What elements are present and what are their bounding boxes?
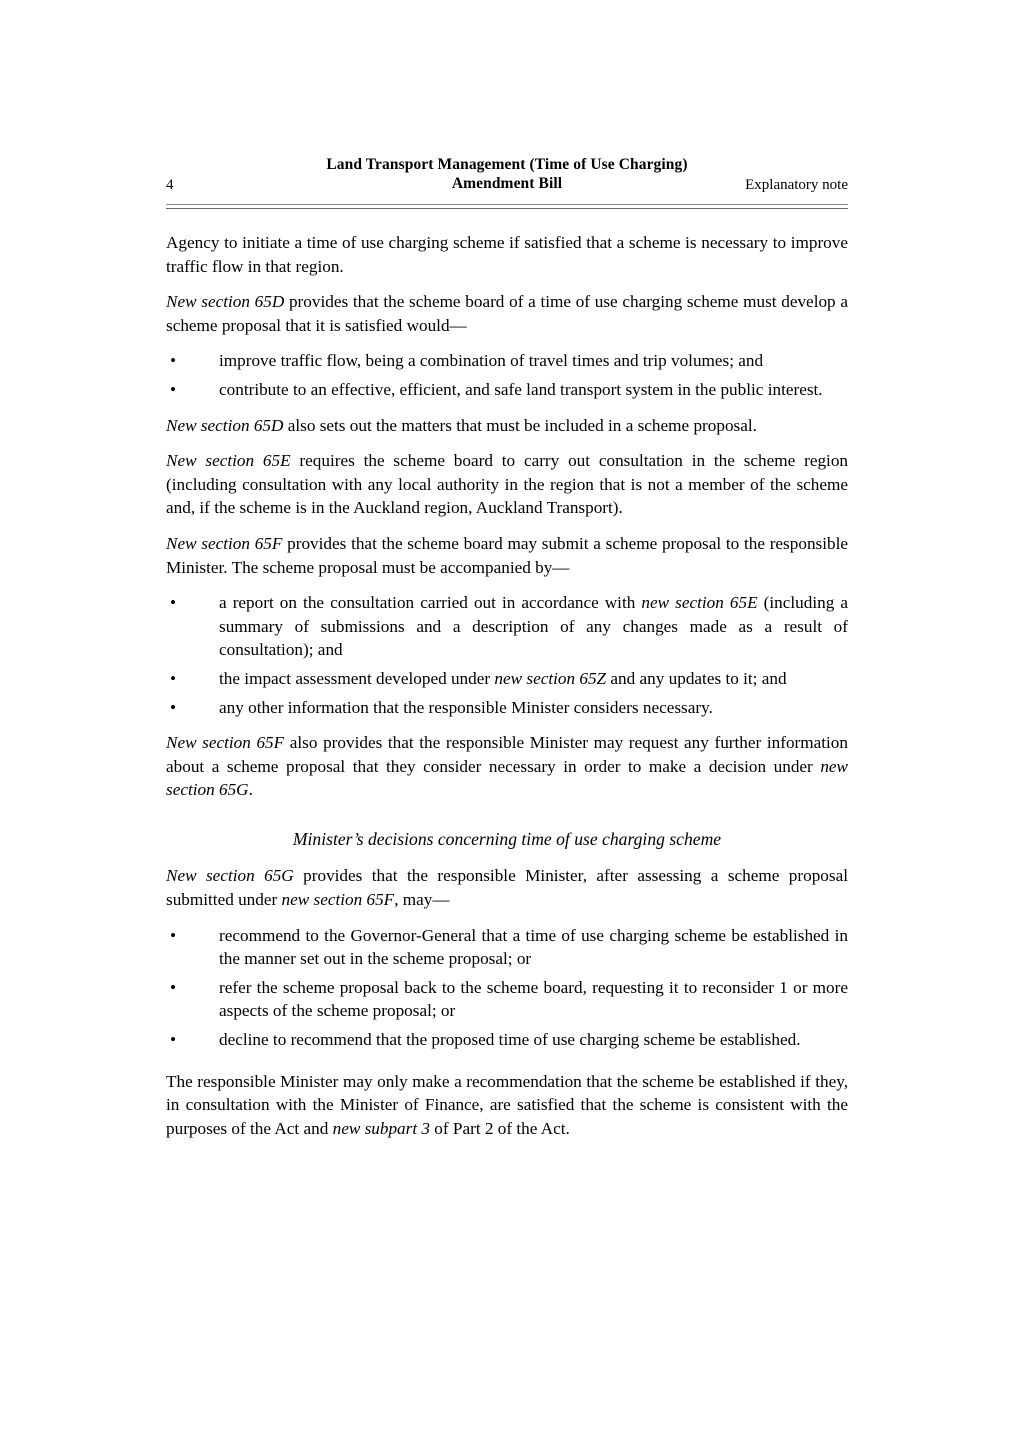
list-item <box>166 378 848 402</box>
bullet-icon: • <box>170 925 177 945</box>
paragraph-65f-further-info <box>166 731 848 802</box>
section-reference-65e: new section 65E <box>641 593 758 613</box>
list-item-label-cont: (including a summary of submissions and a description of any changes made as a result of consultation); and <box>219 593 848 660</box>
paragraph-text-end: , may— <box>394 890 450 910</box>
paragraph-65d-matters <box>166 414 848 438</box>
paragraph-65f-submit <box>166 532 848 579</box>
list-item-label-cont: and any updates to it; and <box>606 668 787 688</box>
bullet-icon: • <box>170 593 177 613</box>
header-title-line2: Amendment Bill <box>451 175 563 192</box>
list-item-label: recommend to the Governor-General that a time of use charging scheme be established in the manner set out in the scheme proposal; or <box>219 925 848 969</box>
section-reference-65f: new section 65F <box>281 890 395 910</box>
section-reference-65e: New section 65E <box>166 451 291 471</box>
bullet-icon: • <box>170 379 177 399</box>
page-content <box>166 155 848 1152</box>
subpart-reference: new subpart 3 <box>332 1118 430 1138</box>
paragraph-65e-consultation <box>166 449 848 520</box>
section-reference-65g: New section 65G <box>166 866 294 886</box>
paragraph-text: provides that the scheme board of a time of use charging scheme must develop a scheme proposal that it is satisfied would— <box>166 292 848 335</box>
list-item <box>166 591 848 662</box>
paragraph-text-end: of Part 2 of the Act. <box>430 1118 570 1138</box>
list-item <box>166 349 848 373</box>
header-side-label: Explanatory note <box>745 177 848 193</box>
list-item-label: contribute to an effective, efficient, and safe land transport system in the public interest. <box>219 379 823 399</box>
page-number: 4 <box>166 177 174 193</box>
paragraph-65g-assessing <box>166 864 848 911</box>
paragraph-65d-intro <box>166 290 848 337</box>
paragraph-text: The responsible Minister may only make a recommendation that the scheme be established if they, in consultation with the Minister of Finance, are satisfied that the scheme is consistent with the purposes of the Act and <box>166 1071 848 1138</box>
bullet-list-minister-options <box>166 924 848 1052</box>
list-item <box>166 696 848 720</box>
paragraph-text: provides that the responsible Minister, after assessing a scheme proposal submitted under <box>166 866 848 910</box>
header-rule <box>166 204 848 209</box>
paragraph-text: Agency to initiate a time of use charging scheme if satisfied that a scheme is necessary to improve traffic flow in that region. <box>166 233 848 276</box>
list-item <box>166 924 848 971</box>
paragraph-text-end: . <box>248 780 253 800</box>
paragraph-agency-initiate <box>166 231 848 278</box>
list-item <box>166 1028 848 1052</box>
bullet-icon: • <box>170 1030 177 1050</box>
paragraph-text: also provides that the responsible Minister may request any further information about a scheme proposal that they consider necessary in order to make a decision under <box>166 733 848 776</box>
section-reference-65f: New section 65F <box>166 733 285 753</box>
list-item-label: decline to recommend that the proposed time of use charging scheme be established. <box>219 1030 801 1050</box>
bullet-icon: • <box>170 668 177 688</box>
paragraph-text: provides that the scheme board may submit a scheme proposal to the responsible Minister. The scheme proposal must be accompanied by— <box>166 533 848 577</box>
list-item-label: any other information that the responsible Minister considers necessary. <box>219 697 713 717</box>
bullet-icon: • <box>170 351 177 371</box>
paragraph-text: requires the scheme board to carry out consultation in the scheme region (including consultation with any local authority in the region that is not a member of the scheme and, if the scheme is in the Auckland region, Auckland Transport). <box>166 451 849 518</box>
list-item-label: refer the scheme proposal back to the scheme board, requesting it to reconsider 1 or more aspects of the scheme proposal; or <box>219 977 848 1021</box>
section-reference-65g: new section 65G <box>166 756 848 800</box>
list-item-label: improve traffic flow, being a combination of travel times and trip volumes; and <box>219 351 764 371</box>
body-text <box>166 231 848 1140</box>
section-reference-65f: New section 65F <box>166 533 283 553</box>
section-heading-ministers-decisions: Minister’s decisions concerning time of use charging scheme <box>292 828 722 849</box>
list-item <box>166 976 848 1023</box>
list-item-label: a report on the consultation carried out in accordance with <box>219 593 642 613</box>
section-reference-65z: new section 65Z <box>494 668 607 688</box>
section-reference-65d: New section 65D <box>166 292 285 312</box>
section-reference-65d: New section 65D <box>166 415 284 435</box>
paragraph-recommendation-conditions <box>166 1070 848 1141</box>
bullet-list-proposal-accompaniments <box>166 591 848 719</box>
bullet-icon: • <box>170 977 177 997</box>
list-item <box>166 667 848 691</box>
list-item-label: the impact assessment developed under <box>219 668 495 688</box>
header-title-line1: Land Transport Management (Time of Use Charging) <box>326 156 688 173</box>
running-header <box>166 155 848 201</box>
paragraph-text: also sets out the matters that must be included in a scheme proposal. <box>283 415 757 435</box>
bullet-list-scheme-proposal-outcomes <box>166 349 848 401</box>
bullet-icon: • <box>170 697 177 717</box>
